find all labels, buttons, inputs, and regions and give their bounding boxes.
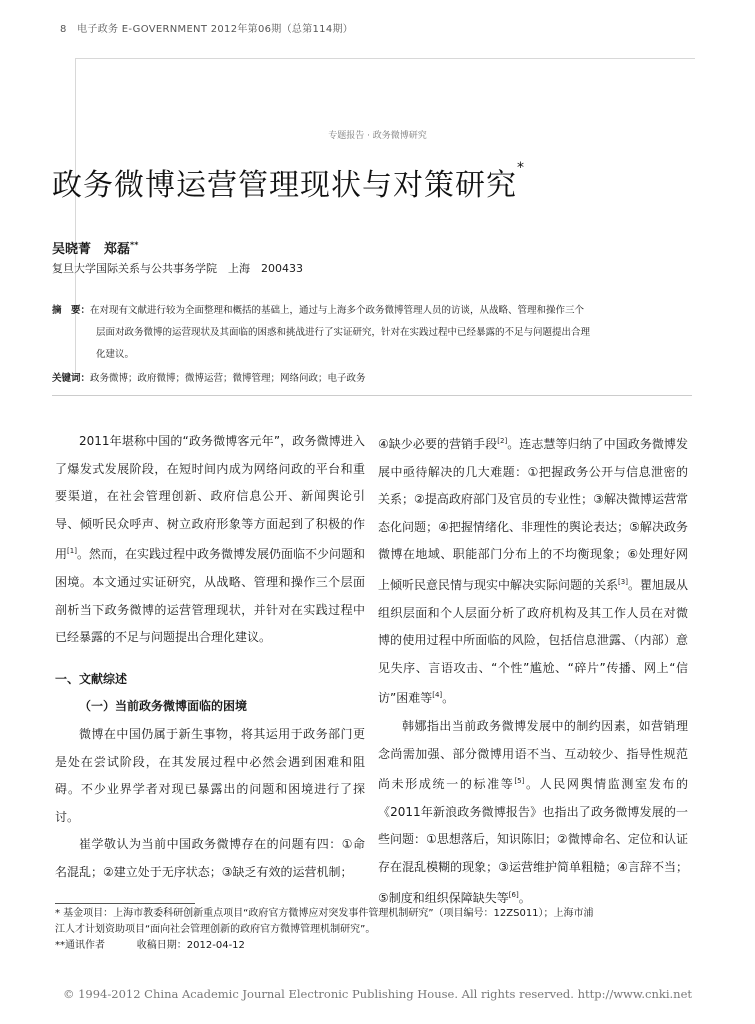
affiliation: 复旦大学国际关系与公共事务学院 上海 200433 — [52, 262, 303, 275]
footnotes — [55, 906, 695, 954]
copyright-footer: © 1994-2012 China Academic Journal Electronic Publishing House. All rights reserved. http://www.cnki.net — [62, 987, 693, 1001]
footnote-rule — [55, 903, 195, 904]
abstract — [52, 300, 692, 366]
body-right-column — [378, 428, 688, 912]
page-number: 8 — [60, 24, 67, 35]
journal-info: 电子政务 E-GOVERNMENT 2012年第06期（总第114期） — [77, 24, 354, 35]
citation: [1] — [67, 547, 77, 556]
contact-note: **通讯作者 收稿日期：2012-04-12 — [55, 940, 245, 951]
author-footnote-mark: ** — [130, 240, 139, 250]
paragraph: 微博在中国仍属于新生事物，将其运用于政务部门更是处在尝试阶段，在其发展过程中必然会遇到困难和阻碍。不少业界学者对现已暴露出的问题和困境进行了探讨。 — [55, 726, 365, 824]
keywords-label: 关键词： — [52, 373, 91, 384]
funding-note: 江人才计划资助项目“面向社会管理创新的政府官方微博管理机制研究”。 — [55, 924, 376, 935]
paragraph: 崔学敬认为当前中国政务微博存在的问题有四：①命名混乱；②建立处于无序状态；③缺乏有效的运营机制； — [55, 837, 365, 879]
keywords-text: 政务微博；政府微博；微博运营；微博管理；网络问政；电子政务 — [90, 373, 366, 384]
article-title: 政务微博运营管理现状与对策研究* — [52, 160, 525, 203]
citation: [5] — [514, 777, 525, 786]
abstract-line: 在对现有文献进行较为全面整理和概括的基础上，通过与上海多个政务微博管理人员的访谈，从战略、管理和操作三个 — [90, 305, 585, 316]
abstract-line: 化建议。 — [96, 349, 135, 360]
section-heading: 一、文献综述 — [55, 671, 128, 686]
subsection-heading: （一）当前政务微博面临的困境 — [79, 699, 248, 714]
received-date: 收稿日期：2012-04-12 — [136, 940, 245, 951]
running-head — [60, 20, 353, 35]
paragraph: 韩娜指出当前政务微博发展中的制约因素，如营销理念尚需加强、部分微博用语不当、互动较少、指导性规范尚未形成统一的标准等[5]。人民网舆情监测室发布的《2011年新浪政务微博报告》也指出了政务微博发展的一些问题：①思想落后，知识陈旧；②微博命名、定位和认证存在混乱模糊的现象；③运营维护简单粗糙；④言辞不当；⑤制度和组织保障缺失等[6]。 — [378, 718, 688, 905]
abstract-label: 摘 要： — [52, 305, 91, 316]
citation: [2] — [497, 437, 508, 445]
title-footnote-mark: * — [517, 160, 525, 176]
citation: [3] — [618, 577, 628, 586]
header-rule-horizontal — [75, 58, 695, 59]
abstract-line: 层面对政务微博的运营现状及其面临的困惑和挑战进行了实证研究，针对在实践过程中已经暴露的不足与问题提出合理 — [96, 327, 591, 338]
citation: [4] — [432, 691, 443, 700]
paragraph: 2011年堪称中国的“政务微博客元年”，政务微博进入了爆发式发展阶段，在短时间内成为网络问政的平台和重要渠道，在社会管理创新、政府信息公开、新闻舆论引导、倾听民众呼声、树立政府形象等方面起到了积极的作用[1]。然而，在实践过程中政务微博发展仍面临不少问题和困境。本文通过实证研究，从战略、管理和操作三个层面剖析当下政务微博的运营管理现状，并针对在实践过程中已经暴露的不足与问题提出合理化建议。 — [55, 434, 365, 645]
funding-note: * 基金项目：上海市教委科研创新重点项目“政府官方微博应对突发事件管理机制研究”（项目编号：12ZS011）；上海市浦 — [55, 908, 594, 919]
authors: 吴晓菁 郑磊** — [52, 240, 139, 257]
body-left-column — [55, 428, 365, 887]
keywords — [52, 370, 366, 384]
section-tag: 专题报告 · 政务微博研究 — [328, 131, 427, 141]
paragraph: ④缺少必要的营销手段[2]。连志慧等归纳了中国政务微博发展中亟待解决的几大难题：①把握政务公开与信息泄密的关系；②提高政府部门及官员的专业性；③解决微博运营常态化问题；④把握情绪化、非理性的舆论表达；⑤解决政务微博在地域、职能部门分布上的不均衡现象；⑥处理好网上倾听民意民情与现实中解决实际问题的关系[3]。瞿旭晟从组织层面和个人层面分析了政府机构及其工作人员在对微博的使用过程中所面临的风险，包括信息泄露、（内部）意见失序、言语攻击、“个性”尴尬、“碎片”传播、网上“信访”困难等[4]。 — [378, 437, 688, 706]
citation: [6] — [508, 890, 519, 899]
abstract-divider — [52, 395, 692, 396]
